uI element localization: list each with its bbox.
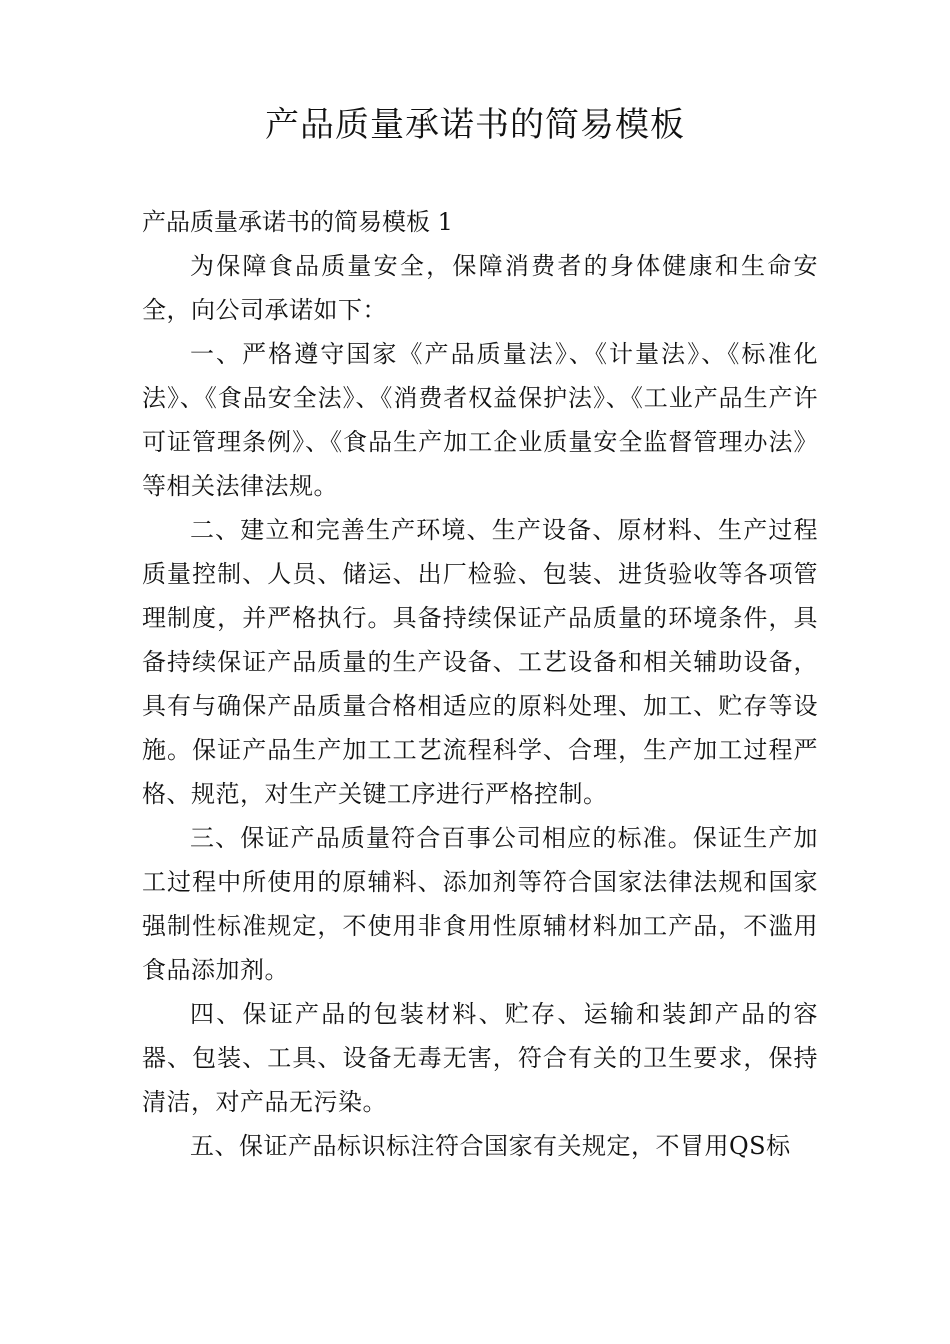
paragraph-item-3: 三、保证产品质量符合百事公司相应的标准。保证生产加工过程中所使用的原辅料、添加剂等符合国家法律法规和国家强制性标准规定，不使用非食用性原辅材料加工产品，不滥用食品添加剂。	[142, 824, 818, 984]
paragraph-item-2: 二、建立和完善生产环境、生产设备、原材料、生产过程质量控制、人员、储运、出厂检验、包装、进货验收等各项管理制度，并严格执行。具备持续保证产品质量的环境条件，具备持续保证产品质量的生产设备、工艺设备和相关辅助设备，具有与确保产品质量合格相适应的原料处理、加工、贮存等设施。保证产品生产加工工艺流程科学、合理，生产加工过程严格、规范，对生产关键工序进行严格控制。	[142, 516, 818, 808]
document-subtitle: 产品质量承诺书的简易模板 1	[142, 208, 453, 236]
document-body	[142, 200, 818, 1168]
paragraph-item-5: 五、保证产品标识标注符合国家有关规定，不冒用QS标	[190, 1132, 791, 1160]
paragraph-intro: 为保障食品质量安全，保障消费者的身体健康和生命安全，向公司承诺如下：	[142, 252, 818, 324]
document-title: 产品质量承诺书的简易模板	[265, 105, 685, 145]
paragraph-item-4: 四、保证产品的包装材料、贮存、运输和装卸产品的容器、包装、工具、设备无毒无害，符合有关的卫生要求，保持清洁，对产品无污染。	[142, 1000, 818, 1116]
paragraph-item-1: 一、严格遵守国家《产品质量法》、《计量法》、《标准化法》、《食品安全法》、《消费者权益保护法》、《工业产品生产许可证管理条例》、《食品生产加工企业质量安全监督管理办法》等相关法律法规。	[142, 340, 818, 500]
